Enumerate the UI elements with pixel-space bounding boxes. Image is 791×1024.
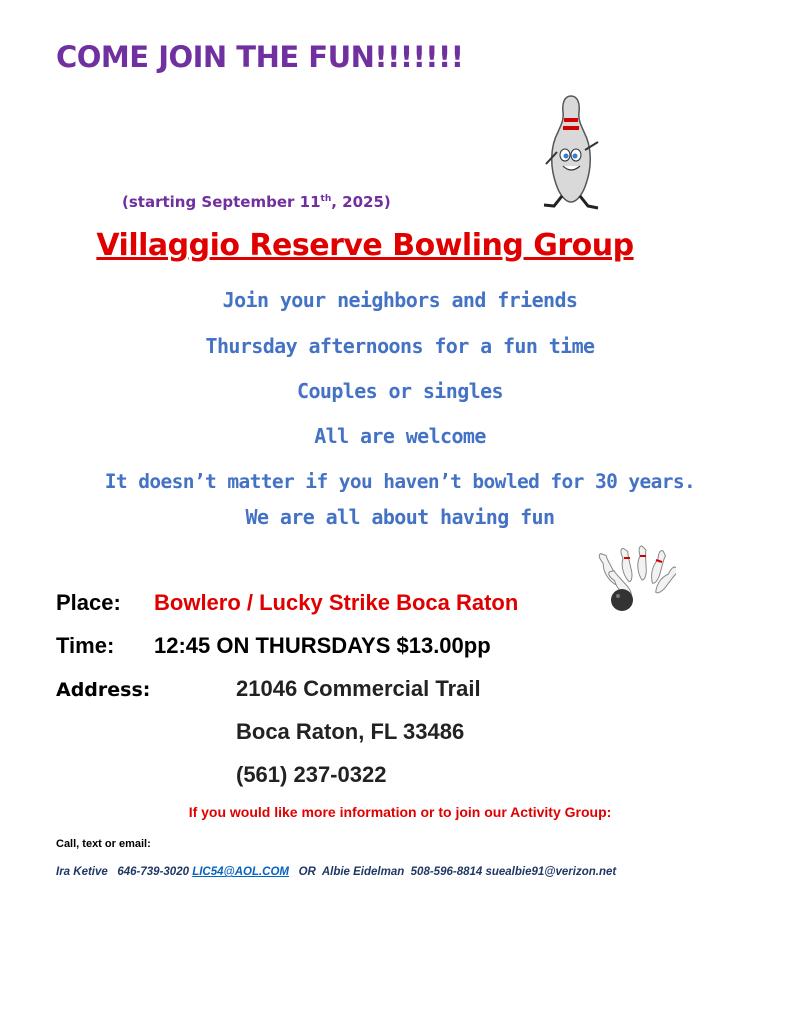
email-link-lic54[interactable]: LIC54@AOL.COM (192, 866, 290, 878)
time-value: 12:45 ON THURSDAYS $13.00pp (154, 633, 491, 658)
address-line-2: Boca Raton, FL 33486 (236, 719, 465, 744)
place-label: Place: (56, 590, 121, 615)
blurb-line-2: Thursday afternoons for a fun time (205, 334, 595, 358)
start-date-note (122, 193, 391, 211)
contact-ira: Ira Ketive 646-739-3020 (56, 866, 193, 878)
blurb-line-3: Couples or singles (297, 379, 503, 403)
blurb-line-4: All are welcome (314, 424, 486, 448)
place-value: Bowlero / Lucky Strike Boca Raton (154, 590, 519, 615)
bowling-strike-icon (596, 544, 676, 614)
blurb-line-6: We are all about having fun (245, 505, 555, 529)
blurb-line-5: It doesn’t matter if you haven’t bowled for 30 years. (104, 470, 696, 493)
address-label: Address: (56, 679, 151, 701)
info-line: If you would like more information or to join our Activity Group: (188, 804, 612, 820)
start-date-text: (starting September 11 (122, 193, 321, 211)
headline: COME JOIN THE FUN!!!!!!! (56, 40, 464, 74)
group-title: Villaggio Reserve Bowling Group (96, 228, 634, 263)
contact-albie: OR Albie Eidelman 508-596-8814 suealbie91@verizon.net (289, 866, 617, 878)
blurb-line-1: Join your neighbors and friends (222, 288, 578, 312)
address-line-1: 21046 Commercial Trail (236, 676, 481, 701)
call-to-action: Call, text or email: (56, 838, 151, 850)
start-date-superscript: th (320, 194, 332, 204)
phone-number: (561) 237-0322 (236, 762, 387, 787)
bowling-pin-mascot-icon (528, 92, 613, 212)
start-date-year: , 2025) (331, 193, 391, 211)
time-label: Time: (56, 633, 115, 658)
contact-line (56, 866, 616, 878)
